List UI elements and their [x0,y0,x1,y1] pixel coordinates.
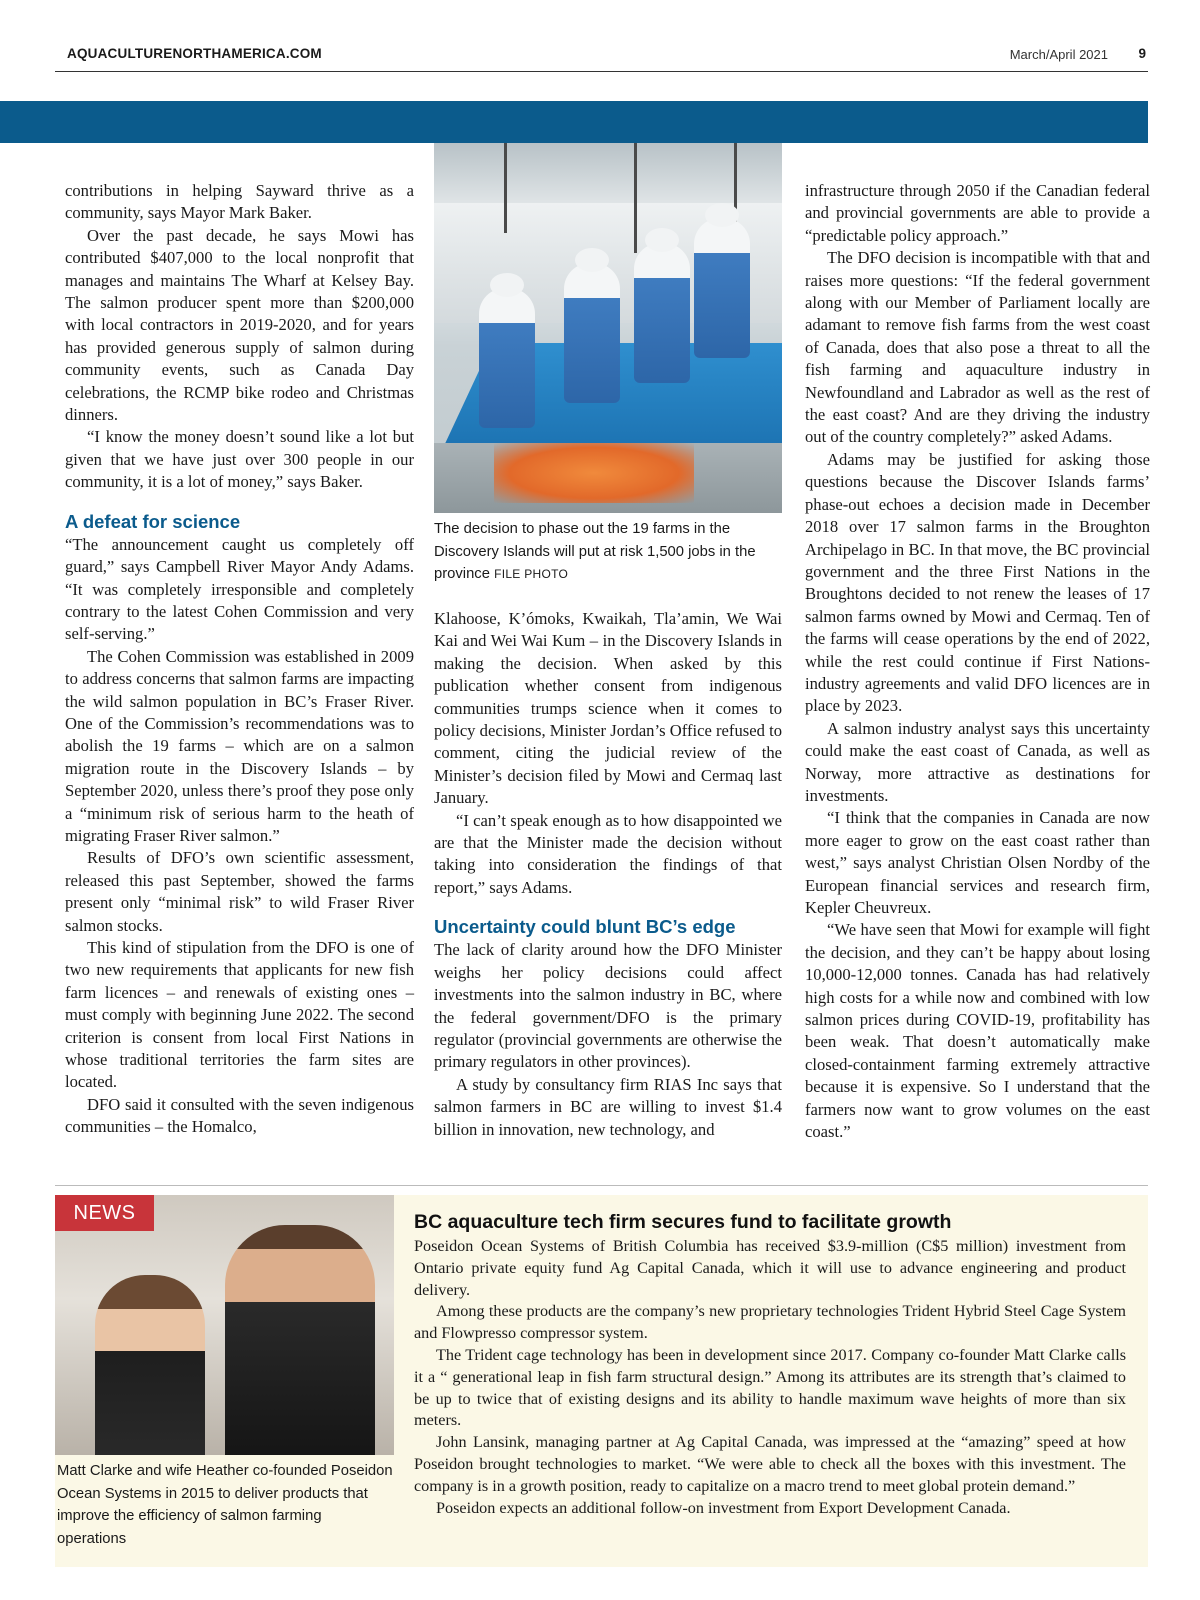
person-figure [95,1275,205,1455]
paragraph: Klahoose, K’ómoks, Kwaikah, Tla’amin, We Wai Kai and Wei Wai Kum – in the Discovery Islands in making the decision. When asked by this publication whether consent from indigenous communities trumps science when it comes to policy decisions, Minister Jordan’s Office refused to comment, citing the judicial review of the Minister’s decision filed by Mowi and Cermaq last January. [434,609,782,808]
worker-figure [479,288,535,428]
section-divider [55,1185,1148,1186]
subheading: Uncertainty could blunt BC’s edge [434,916,736,938]
paragraph: Poseidon expects an additional follow-on investment from Export Development Canada. [436,1498,1011,1517]
paragraph: Adams may be justified for asking those questions because the Discover Islands farms’ phase-out echoes a decision made in December 2018 over 17 salmon farms in the Broughton Archipelago in BC. In that move, the BC provincial government and the three First Nations in the Broughtons decided to not renew the leases of 17 salmon farms owned by Mowi and Cermaq. Ten of the farms will cease operations by the end of 2022, while the rest could continue if First Nations-industry agreements and valid DFO licences are in place by 2023. [805,449,1150,716]
paragraph: The DFO decision is incompatible with that and raises more questions: “If the federal government along with our Member of Parliament locally are adamant to remove fish farms from the west coast of Canada, does that also pose a threat to all the fish farming and aquaculture industry in Newfoundland and Labrador as well as the rest of the east coast? And are they driving the industry out of the country completely?” asked Adams. [805,248,1150,447]
paragraph: “We have seen that Mowi for example will fight the decision, and they can’t be happy about losing 10,000-12,000 tonnes. Canada has had relatively high costs for a while now and combined with low salmon prices during COVID-19, profitability has been weak. That doesn’t automatically make closed-containment farming extremely attractive because it is expensive. So I understand that the farmers now want to grow volumes on the east coast.” [805,920,1150,1142]
photo-pipe [504,143,507,233]
site-url[interactable]: AQUACULTURENORTHAMERICA.COM [67,46,322,61]
worker-figure [634,243,690,383]
paragraph: A salmon industry analyst says this uncertainty could make the east coast of Canada, as well as Norway, more attractive as destinations for investments. [805,718,1150,805]
subheading: A defeat for science [65,510,241,532]
paragraph: “The announcement caught us completely off guard,” says Campbell River Mayor Andy Adams. “It was completely irresponsible and completely contrary to the latest Cohen Commission and very self-serving.” [65,534,414,644]
photo-caption [434,518,782,586]
photo-credit: FILE PHOTO [494,567,569,581]
article-column-3 [805,180,1150,1143]
section-banner [0,101,1148,143]
paragraph: Results of DFO’s own scientific assessment, released this past September, showed the farms present only “minimal risk” to wild Fraser River salmon stocks. [65,848,414,935]
paragraph: “I can’t speak enough as to how disappointed we are that the Minister made the decision without taking into consideration the findings of that report,” says Adams. [434,810,782,897]
paragraph: “I think that the companies in Canada are now more eager to grow on the east coast rather than west,” says analyst Christian Olsen Nordby of the European financial services and research firm, Kepler Cheuvreux. [805,808,1150,917]
paragraph: Poseidon Ocean Systems of British Columbia has received $3.9-million (C$5 million) investment from Ontario private equity fund Ag Capital Canada, which it will use to advance engineering and product delivery. [414,1237,1126,1299]
paragraph: The lack of clarity around how the DFO Minister weighs her policy decisions could affect investments into the salmon industry in BC, where the federal government/DFO is the primary regulator (provincial governments are otherwise the primary regulators in other provinces). [434,940,782,1072]
photo-pipe [634,143,637,253]
news-photo-caption: Matt Clarke and wife Heather co-founded Poseidon Ocean Systems in 2015 to deliver products that improve the efficiency of salmon farming operations [57,1463,393,1547]
hairnet [645,228,679,252]
paragraph: The Cohen Commission was established in 2009 to address concerns that salmon farms are impacting the wild salmon population in BC’s Fraser River. One of the Commission’s recommendations was to abolish the 19 farms – which are on a salmon migration route in the Discovery Islands – by September 2020, unless there’s proof they pose only a “minimum risk of serious harm to the heath of migrating Fraser River salmon.” [65,646,414,845]
person-figure [225,1225,375,1455]
page-number: 9 [1138,46,1146,61]
salmon-fillets [494,443,694,503]
paragraph: contributions in helping Sayward thrive as a community, says Mayor Mark Baker. [65,181,414,223]
page-header [55,42,1148,72]
paragraph: A study by consultancy firm RIAS Inc says that salmon farmers in BC are willing to invest $1.4 billion in innovation, new technology, and [434,1074,782,1139]
paragraph: John Lansink, managing partner at Ag Capital Canada, was impressed at the “amazing” speed at how Poseidon brought technologies to market. “We were able to check all the boxes with this investment. The company is in a growth position, ready to capitalize on a macro trend to meet global protein demand.” [414,1433,1126,1495]
hairnet [490,273,524,297]
news-headline[interactable]: BC aquaculture tech firm secures fund to facilitate growth [414,1211,952,1233]
article-column-1 [65,180,414,1139]
worker-figure [564,263,620,403]
paragraph: Over the past decade, he says Mowi has contributed $407,000 to the local nonprofit that manages and maintains The Wharf at Kelsey Bay. The salmon producer spent more than $200,000 with local contractors in 2019-2020, and for years has provided generous supply of salmon during community events, such as Canada Day celebrations, the RCMP bike rodeo and Christmas dinners. [65,225,414,425]
founders-photo [55,1195,394,1455]
paragraph: Among these products are the company’s new proprietary technologies Trident Hybrid Steel Cage System and Flowpresso compressor system. [414,1302,1126,1343]
article-column-2 [434,608,782,1141]
caption-text: The decision to phase out the 19 farms in the Discovery Islands will put at risk 1,500 jobs in the province [434,521,756,582]
news-article [414,1210,1126,1519]
hairnet [705,203,739,227]
paragraph: This kind of stipulation from the DFO is one of two new requirements that applicants for new fish farm licences – and renewals of existing ones – must comply with beginning June 2022. The second criterion is consent from local First Nations in whose traditional territories the farm sites are located. [65,938,414,1092]
news-tag: NEWS [55,1195,154,1231]
worker-figure [694,218,750,358]
processing-line-photo [434,143,782,513]
paragraph: “I know the money doesn’t sound like a lot but given that we have just over 300 people in our community, it is a lot of money,” says Baker. [65,427,414,492]
photo-ceiling [434,143,782,203]
paragraph: DFO said it consulted with the seven indigenous communities – the Homalco, [65,1094,414,1137]
paragraph: infrastructure through 2050 if the Canadian federal and provincial governments are able to provide a “predictable policy approach.” [805,181,1150,245]
paragraph: The Trident cage technology has been in development since 2017. Company co-founder Matt Clarke calls it a “ generational leap in fish farm structural design.” Among its attributes are its strength that’s claimed to be up to twice that of existing designs and its ability to handle maximum wave heights of more than six meters. [414,1345,1126,1430]
hairnet [575,248,609,272]
issue-date: March/April 2021 [1009,47,1108,62]
